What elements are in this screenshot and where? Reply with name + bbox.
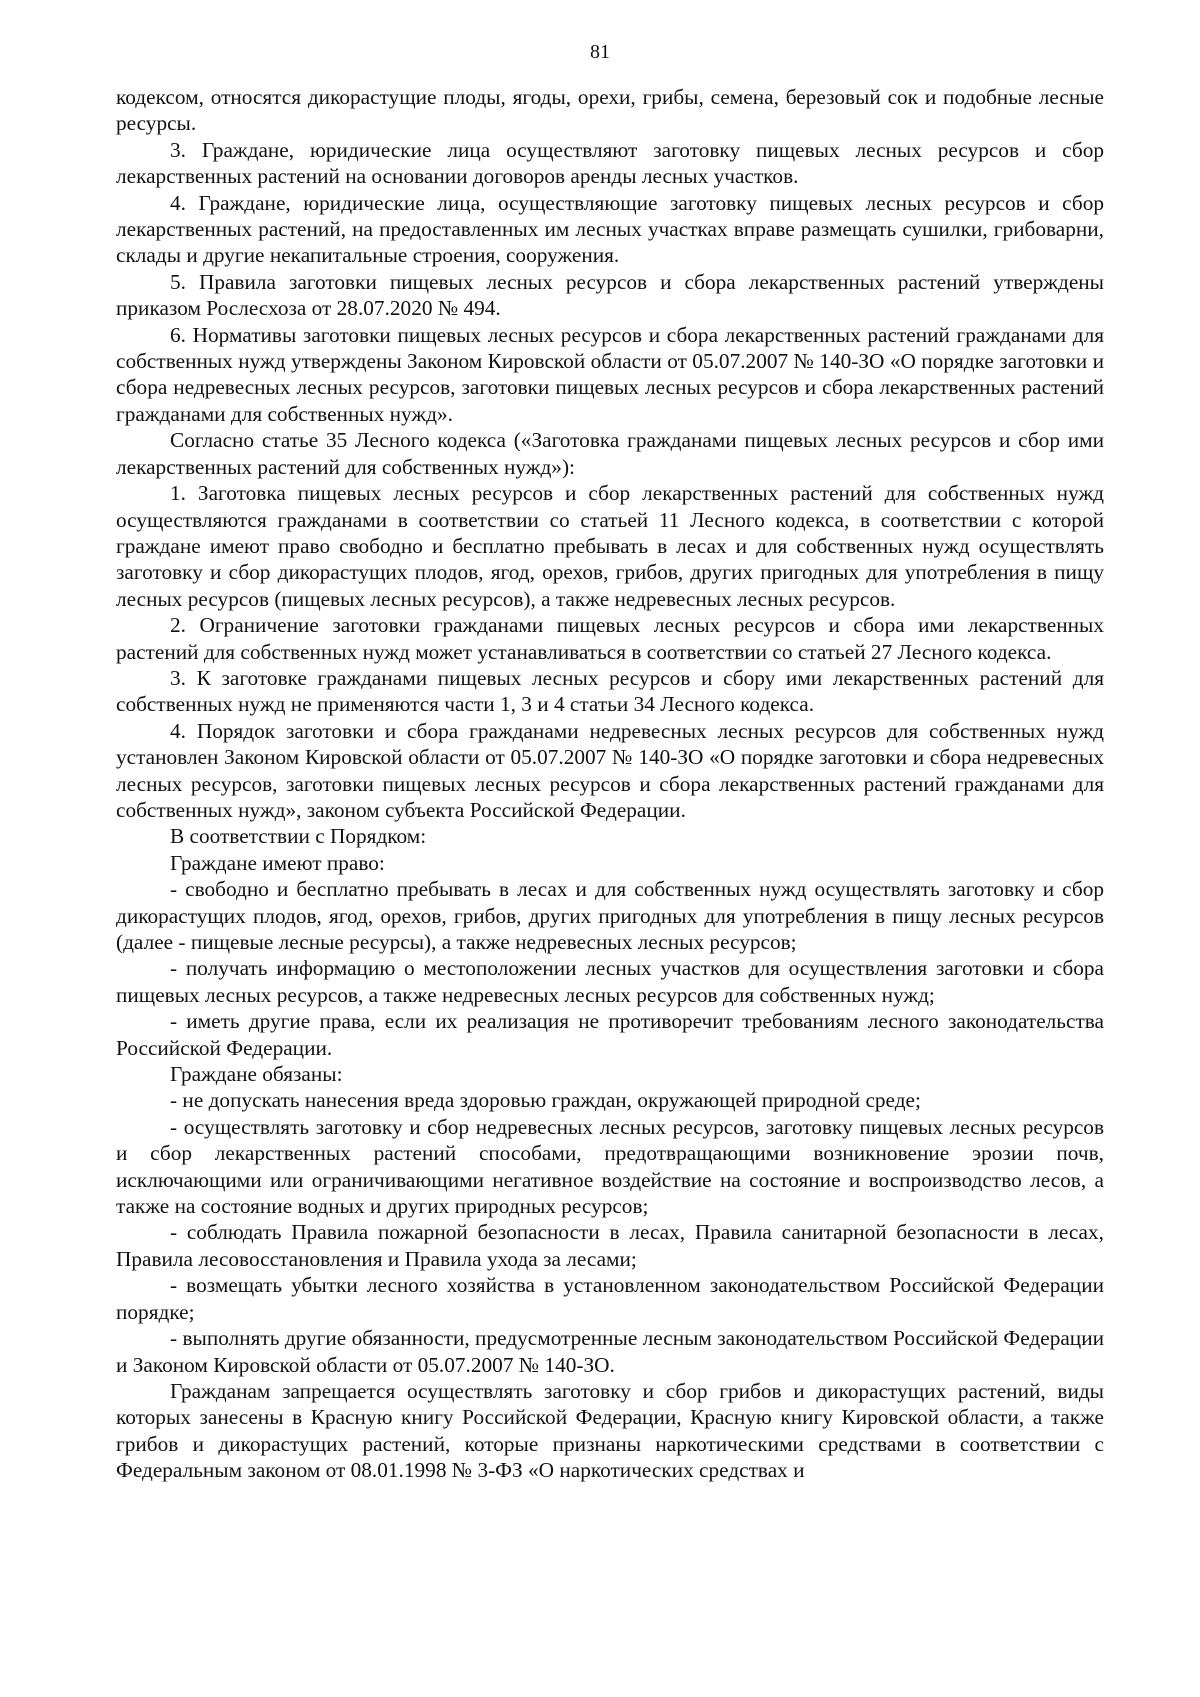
paragraph: 6. Нормативы заготовки пищевых лесных ресурсов и сбора лекарственных растений гражданами для собственных нужд утверждены Законом Кировской области от 05.07.2007 № 140-ЗО «О порядке заготовки и сбора недревесных лесных ресурсов, заготовки пищевых лесных ресурсов и сбора лекарственных растений гражданами для собственных нужд». [116,322,1104,426]
paragraph: 2. Ограничение заготовки гражданами пищевых лесных ресурсов и сбора ими лекарственных растений для собственных нужд может устанавливаться в соответствии со статьей 27 Лесного кодекса. [116,613,1104,664]
paragraph-continuation: кодексом, относятся дикорастущие плоды, ягоды, орехи, грибы, семена, березовый сок и подобные лесные ресурсы. [116,85,1104,136]
document-body [116,84,1104,1484]
paragraph: В соответствии с Порядком: [170,824,427,849]
paragraph: Гражданам запрещается осуществлять заготовку и сбор грибов и дикорастущих растений, виды которых занесены в Красную книгу Российской Федерации, Красную книгу Кировской области, а также грибов и дикорастущих растений, которые признаны наркотическими средствами в соответствии с Федеральным законом от 08.01.1998 № 3-ФЗ «О наркотических средствах и [116,1378,1104,1483]
paragraph: 5. Правила заготовки пищевых лесных ресурсов и сбора лекарственных растений утверждены приказом Рослесхоза от 28.07.2020 № 494. [116,269,1104,321]
paragraph: - иметь другие права, если их реализация не противоречит требованиям лесного законодательства Российской Федерации. [116,1009,1104,1060]
paragraph: - получать информацию о местоположении лесных участков для осуществления заготовки и сбора пищевых лесных ресурсов, а также недревесных лесных ресурсов для собственных нужд; [116,956,1104,1007]
paragraph: - не допускать нанесения вреда здоровью граждан, окружающей природной среде; [170,1088,921,1113]
paragraph: Граждане обязаны: [170,1062,343,1087]
paragraph: Граждане имеют право: [170,850,385,875]
paragraph: 3. Граждане, юридические лица осуществляют заготовку пищевых лесных ресурсов и сбор лекарственных растений на основании договоров аренды лесных участков. [116,137,1104,189]
paragraph: 3. К заготовке гражданами пищевых лесных ресурсов и сбору ими лекарственных растений для собственных нужд не применяются части 1, 3 и 4 статьи 34 Лесного кодекса. [116,665,1104,717]
paragraph: 4. Граждане, юридические лица, осуществляющие заготовку пищевых лесных ресурсов и сбор лекарственных растений, на предоставленных им лесных участках вправе размещать сушилки, грибоварни, склады и другие некапитальные строения, сооружения. [116,190,1104,268]
paragraph: - соблюдать Правила пожарной безопасности в лесах, Правила санитарной безопасности в лесах, Правила лесовосстановления и Правила ухода за лесами; [116,1220,1104,1271]
paragraph: - возмещать убытки лесного хозяйства в установленном законодательством Российской Федерации порядке; [116,1273,1104,1324]
page-number: 81 [590,41,610,63]
paragraph: Согласно статье 35 Лесного кодекса («Заготовка гражданами пищевых лесных ресурсов и сбор ими лекарственных растений для собственных нужд»): [116,428,1104,479]
paragraph: - свободно и бесплатно пребывать в лесах и для собственных нужд осуществлять заготовку и сбор дикорастущих плодов, ягод, орехов, грибов, других пригодных для употребления в пищу лесных ресурсов (далее - пищевые лесные ресурсы), а также недревесных лесных ресурсов; [116,877,1104,954]
paragraph: - осуществлять заготовку и сбор недревесных лесных ресурсов, заготовку пищевых лесных ресурсов и сбор лекарственных растений способами, предотвращающими возникновение эрозии почв, исключающими или ограничивающими негативное воздействие на состояние и воспроизводство лесов, а также на состояние водных и других природных ресурсов; [116,1114,1104,1219]
paragraph: - выполнять другие обязанности, предусмотренные лесным законодательством Российской Федерации и Законом Кировской области от 05.07.2007 № 140-ЗО. [116,1326,1104,1377]
paragraph: 4. Порядок заготовки и сбора гражданами недревесных лесных ресурсов для собственных нужд установлен Законом Кировской области от 05.07.2007 № 140-ЗО «О порядке заготовки и сбора недревесных лесных ресурсов, заготовки пищевых лесных ресурсов и сбора лекарственных растений гражданами для собственных нужд», законом субъекта Российской Федерации. [116,718,1104,822]
paragraph: 1. Заготовка пищевых лесных ресурсов и сбор лекарственных растений для собственных нужд осуществляются гражданами в соответствии со статьей 11 Лесного кодекса, в соответствии с которой граждане имеют право свободно и бесплатно пребывать в лесах и для собственных нужд осуществлять заготовку и сбор дикорастущих плодов, ягод, орехов, грибов, других пригодных для употребления в пищу лесных ресурсов (пищевых лесных ресурсов), а также недревесных лесных ресурсов. [116,481,1104,611]
